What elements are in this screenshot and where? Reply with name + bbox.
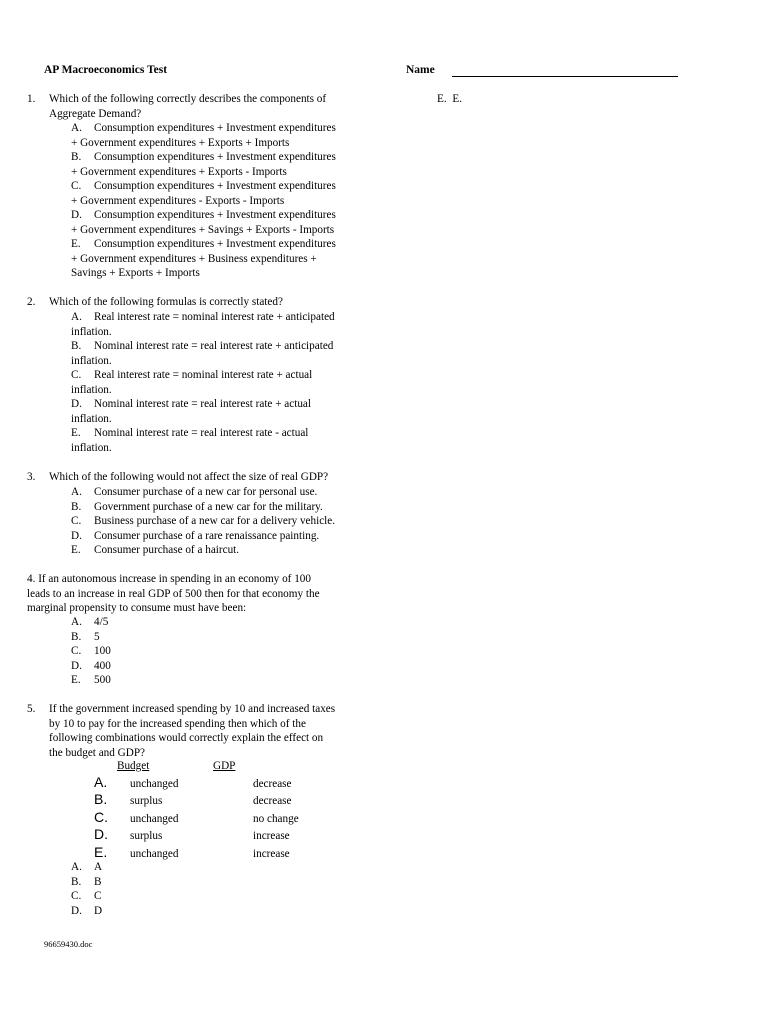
option-letter: D. — [71, 529, 82, 542]
option-text: + Government expenditures + Exports + Imports — [71, 136, 290, 149]
option-letter: B. — [71, 340, 82, 352]
row-gdp: no change — [253, 813, 299, 825]
option-text: Consumption expenditures + Investment expenditures — [94, 151, 336, 163]
question-5-option-d — [71, 904, 102, 919]
option-letter: B. — [71, 151, 82, 163]
option-text: Consumer purchase of a haircut. — [94, 544, 240, 556]
option-text: + Government expenditures + Savings + Exports - Imports — [71, 223, 335, 236]
table-row — [94, 845, 290, 862]
question-2-stem: Which of the following formulas is correctly stated? — [49, 296, 283, 308]
name-blank-line — [452, 76, 678, 77]
question-5-stem-line: If the government increased spending by 10 and increased taxes — [49, 703, 336, 715]
question-3-option-e — [71, 543, 335, 558]
question-3-number: 3. — [27, 471, 36, 483]
question-5-stem — [49, 702, 335, 760]
row-budget: unchanged — [130, 778, 179, 790]
option-letter: D. — [71, 904, 82, 917]
option-letter: B. — [71, 500, 82, 513]
question-4-stem-line: 4. If an autonomous increase in spending in an economy of 100 — [27, 573, 311, 585]
option-letter: E. — [71, 427, 81, 439]
option-text: D — [94, 904, 103, 917]
option-text: Consumption expenditures + Investment expenditures — [94, 209, 336, 221]
option-text: Consumer purchase of a new car for personal use. — [94, 486, 318, 498]
option-text: 4/5 — [94, 616, 109, 628]
option-text: Real interest rate = nominal interest rate + anticipated — [94, 311, 335, 323]
question-5-option-c — [71, 889, 102, 904]
option-text: inflation. — [71, 441, 112, 454]
question-2-option-c — [71, 368, 335, 397]
option-text: 500 — [94, 674, 111, 686]
question-1-option-e — [71, 237, 336, 281]
question-1-option-a — [71, 121, 336, 150]
question-4-option-b — [71, 630, 111, 645]
option-text: Consumption expenditures + Investment expenditures — [94, 238, 336, 250]
option-letter: D. — [71, 209, 82, 221]
question-1-number: 1. — [27, 93, 36, 105]
option-text: inflation. — [71, 383, 112, 396]
right-column-answer: E. E. — [437, 93, 463, 105]
option-letter: A. — [71, 486, 82, 498]
question-1-options — [71, 121, 336, 281]
question-4-stem-line: marginal propensity to consume must have been: — [27, 602, 247, 614]
row-letter: D. — [94, 826, 108, 842]
question-4-option-a — [71, 615, 111, 630]
question-4-option-d — [71, 659, 111, 674]
option-text: Nominal interest rate = real interest rate + actual — [94, 398, 312, 410]
table-header-budget: Budget — [117, 760, 150, 772]
row-gdp: increase — [253, 848, 290, 860]
option-text: B — [94, 875, 102, 888]
table-row — [94, 775, 292, 792]
question-4-options — [71, 615, 111, 688]
option-letter: B. — [71, 630, 82, 643]
question-4-option-c — [71, 644, 111, 659]
option-text: A — [94, 861, 103, 873]
question-2-options — [71, 310, 335, 455]
option-text: Nominal interest rate = real interest rate + anticipated — [94, 340, 334, 352]
option-text: + Government expenditures + Exports - Imports — [71, 165, 287, 178]
document-title: AP Macroeconomics Test — [44, 64, 168, 76]
question-2-option-e — [71, 426, 335, 455]
row-gdp: decrease — [253, 778, 292, 790]
option-letter: C. — [71, 645, 82, 657]
question-1-stem-line: Aggregate Demand? — [49, 107, 142, 120]
table-row — [94, 792, 292, 809]
option-letter: E. — [71, 238, 81, 250]
option-letter: E. — [71, 674, 81, 686]
row-budget: unchanged — [130, 813, 179, 825]
option-letter: D. — [71, 659, 82, 672]
question-3-option-d — [71, 529, 335, 544]
option-text: Real interest rate = nominal interest rate + actual — [94, 369, 313, 381]
question-5-option-b — [71, 875, 102, 890]
question-1-stem-line: Which of the following correctly describes the components of — [49, 93, 327, 105]
table-row — [94, 827, 290, 844]
row-letter: E. — [94, 844, 108, 860]
option-letter: A. — [71, 861, 82, 873]
row-gdp: decrease — [253, 795, 292, 807]
question-1-option-c — [71, 179, 336, 208]
option-letter: C. — [71, 369, 82, 381]
row-budget: surplus — [130, 830, 163, 842]
question-3-options — [71, 485, 335, 558]
question-2-option-b — [71, 339, 335, 368]
option-letter: A. — [71, 311, 82, 323]
option-letter: E. — [71, 544, 81, 556]
option-text: Nominal interest rate = real interest rate - actual — [94, 427, 309, 439]
question-5-number: 5. — [27, 703, 36, 715]
name-label: Name — [406, 64, 435, 76]
table-header-gdp: GDP — [213, 760, 236, 772]
question-4-stem — [27, 572, 320, 616]
question-2-number: 2. — [27, 296, 36, 308]
question-4-option-e — [71, 673, 111, 688]
option-letter: C. — [71, 890, 82, 902]
question-1-stem — [49, 92, 326, 121]
option-text: 5 — [94, 630, 100, 643]
question-5-options — [71, 860, 102, 918]
question-1-option-d — [71, 208, 336, 237]
row-budget: surplus — [130, 795, 163, 807]
option-text: + Government expenditures + Business expenditures + — [71, 252, 317, 265]
option-text: + Government expenditures - Exports - Imports — [71, 194, 285, 207]
question-5-stem-line: following combinations would correctly explain the effect on — [49, 732, 324, 744]
question-5-stem-line: the budget and GDP? — [49, 746, 146, 759]
row-budget: unchanged — [130, 848, 179, 860]
option-text: Consumption expenditures + Investment expenditures — [94, 122, 336, 134]
option-letter: A. — [71, 616, 82, 628]
question-3-option-c — [71, 514, 335, 529]
question-1-option-b — [71, 150, 336, 179]
question-3-option-a — [71, 485, 335, 500]
option-text: 400 — [94, 659, 111, 672]
option-letter: A. — [71, 122, 82, 134]
option-text: C — [94, 890, 102, 902]
question-5-stem-line: by 10 to pay for the increased spending then which of the — [49, 717, 306, 730]
row-gdp: increase — [253, 830, 290, 842]
row-letter: C. — [94, 809, 108, 825]
option-text: Consumer purchase of a rare renaissance painting. — [94, 529, 320, 542]
row-letter: B. — [94, 791, 108, 807]
option-text: inflation. — [71, 354, 112, 367]
option-text: Savings + Exports + Imports — [71, 267, 200, 279]
table-row — [94, 810, 299, 827]
question-3-stem: Which of the following would not affect the size of real GDP? — [49, 471, 329, 483]
option-letter: C. — [71, 515, 82, 527]
question-4-stem-line: leads to an increase in real GDP of 500 then for that economy the — [27, 587, 320, 600]
option-letter: C. — [71, 180, 82, 192]
option-text: 100 — [94, 645, 111, 657]
option-letter: B. — [71, 875, 82, 888]
question-2-option-d — [71, 397, 335, 426]
question-2-option-a — [71, 310, 335, 339]
row-letter: A. — [94, 774, 108, 790]
question-3-option-b — [71, 500, 335, 515]
option-text: Consumption expenditures + Investment expenditures — [94, 180, 336, 192]
option-text: inflation. — [71, 412, 112, 425]
option-text: Business purchase of a new car for a delivery vehicle. — [94, 515, 336, 527]
option-text: Government purchase of a new car for the military. — [94, 500, 323, 513]
option-text: inflation. — [71, 325, 112, 338]
footer-filename: 96659430.doc — [44, 939, 93, 949]
option-letter: D. — [71, 398, 82, 410]
question-5-option-a — [71, 860, 102, 875]
